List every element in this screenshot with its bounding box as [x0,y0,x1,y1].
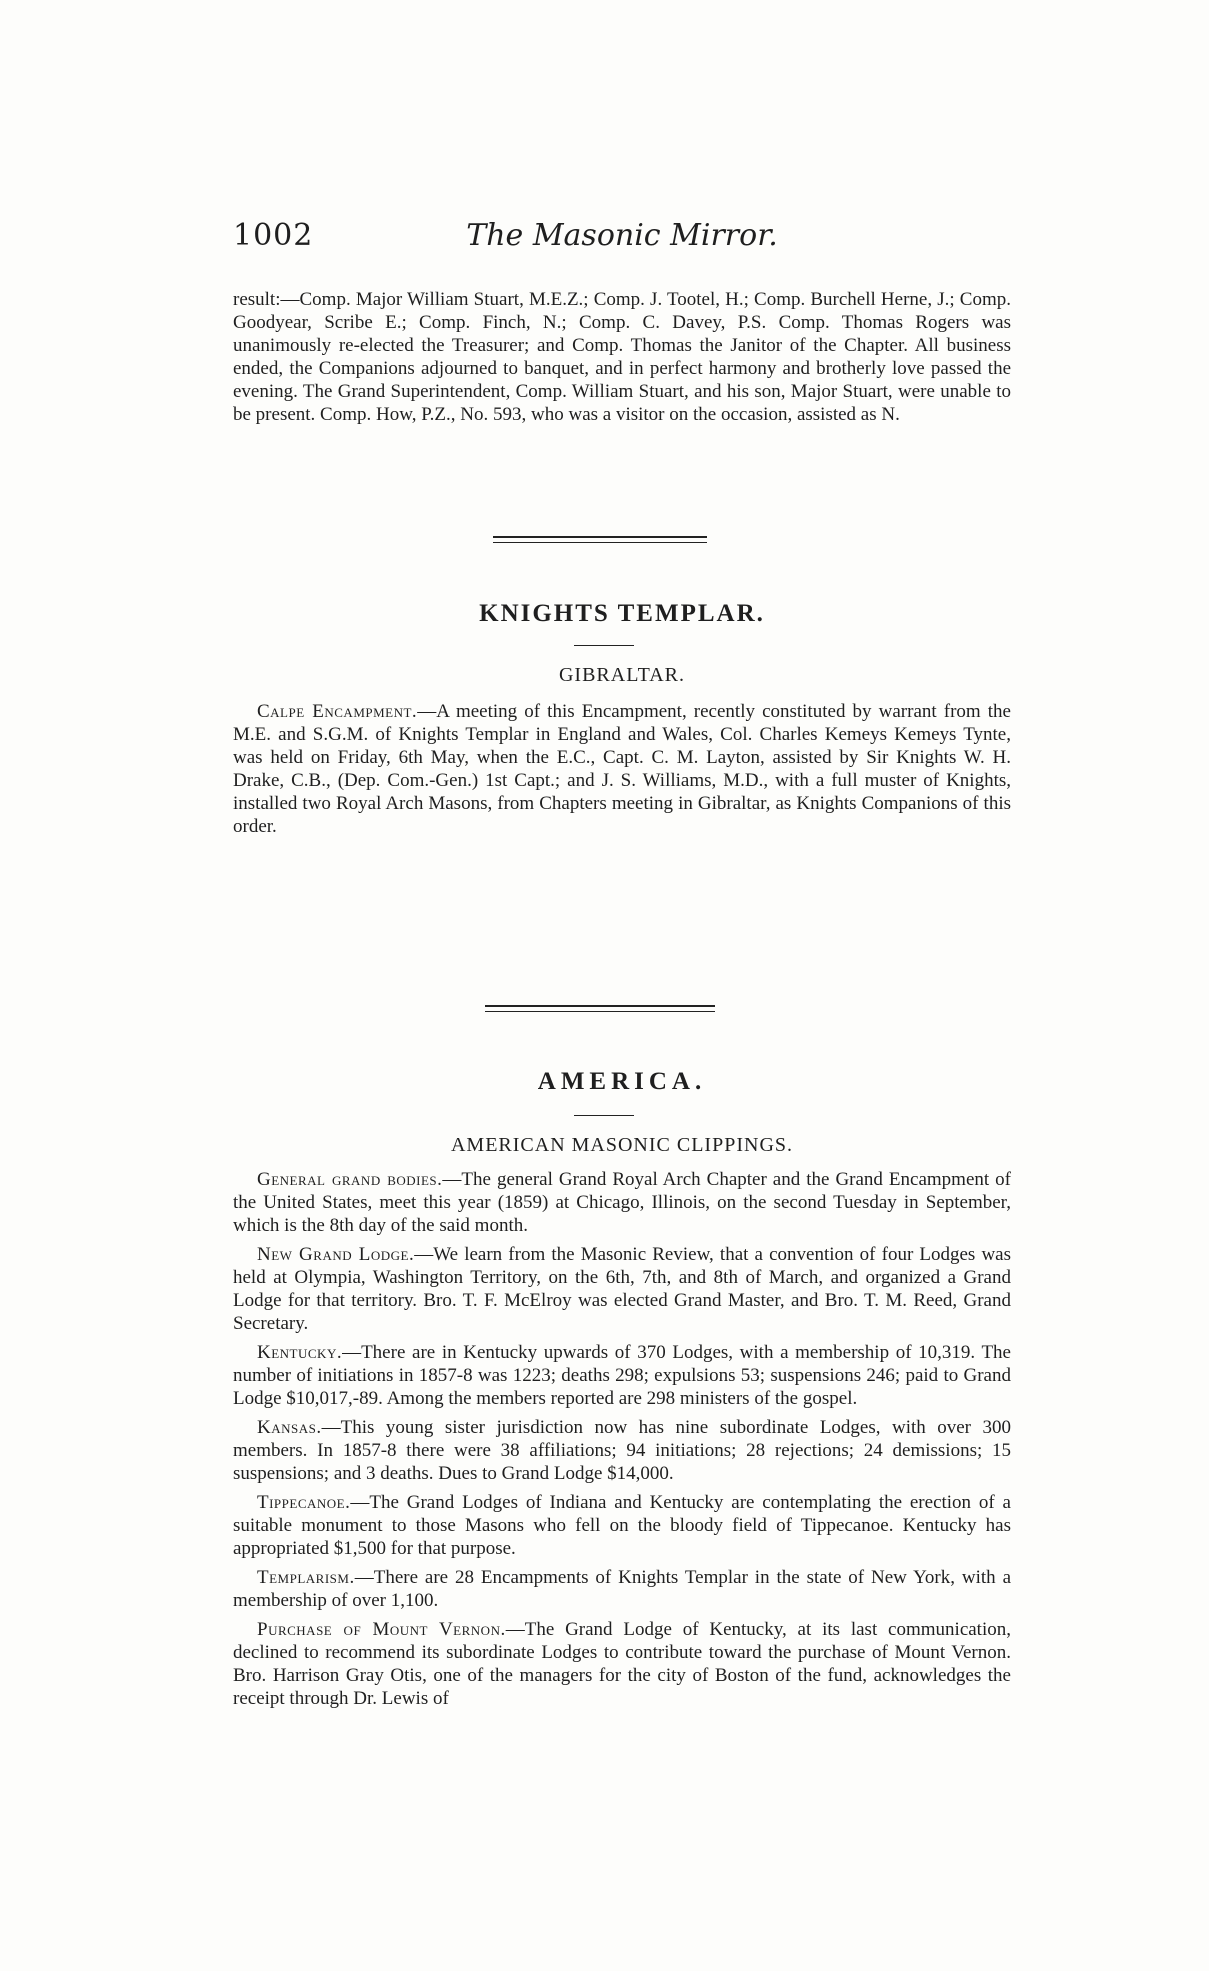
clipping-text: —There are 28 Encampments of Knights Templar in the state of New York, with a membership of over 1,100. [233,1567,1011,1611]
section-subtitle-gibraltar: GIBRALTAR. [558,664,685,686]
clipping-lead: New Grand Lodge. [257,1244,415,1265]
entry-text: —A meeting of this Encampment, recently constituted by warrant from the M.E. and S.G.M. of Knights Templar in England and Wales, Col. Charles Kemeys Kemeys Tynte, was held on Friday, 6th May, when the E.C., Capt. C. M. Layton, assisted by Sir Knights W. H. Drake, C.B., (Dep. Com.-Gen.) 1st Capt.; and J. S. Williams, M.D., with a full muster of Knights, installed two Royal Arch Masons, from Chapters meeting in Gibraltar, as Knights Companions of this order. [233,701,1011,837]
title-underline [574,645,634,646]
section-divider [493,536,707,543]
clipping-lead: Kentucky. [257,1342,343,1363]
clipping-lead: Tippecanoe. [257,1492,351,1513]
section-divider [485,1005,715,1012]
section-title-knights-templar: KNIGHTS TEMPLAR. [479,600,765,627]
page-number: 1002 [233,218,314,253]
clipping-text: —The general Grand Royal Arch Chapter and the Grand Encampment of the United States, meet this year (1859) at Chicago, Illinois, on the second Tuesday in September, which is the 8th day of the said month. [233,1169,1011,1236]
clipping-lead: General grand bodies. [257,1169,443,1190]
clipping-text: —There are in Kentucky upwards of 370 Lodges, with a membership of 10,319. The number of initiations in 1857-8 was 1223; deaths 298; expulsions 53; suspensions 246; paid to Grand Lodge $10,017,-89. Among the members reported are 298 ministers of the gospel. [233,1342,1011,1409]
clipping-paragraph [233,1618,1011,1710]
clipping-text: —This young sister jurisdiction now has nine subordinate Lodges, with over 300 members. In 1857-8 there were 38 affiliations; 94 initiations; 28 rejections; 24 demissions; 15 suspensions; and 3 deaths. Dues to Grand Lodge $14,000. [233,1417,1011,1484]
clipping-text: —The Grand Lodges of Indiana and Kentucky are contemplating the erection of a suitable monument to those Masons who fell on the bloody field of Tippecanoe. Kentucky has appropriated $1,500 for that purpose. [233,1492,1011,1559]
section-title-america: AMERICA. [537,1068,707,1095]
clipping-text: —The Grand Lodge of Kentucky, at its last communication, declined to recommend its subordinate Lodges to contribute toward the purchase of Mount Vernon. Bro. Harrison Gray Otis, one of the managers for the city of Boston of the fund, acknowledges the receipt through Dr. Lewis of [233,1619,1011,1709]
clipping-lead: Templarism. [257,1567,355,1588]
clipping-paragraph [233,1416,1011,1485]
america-body [233,1168,1011,1716]
clipping-lead: Purchase of Mount Vernon. [257,1619,506,1640]
section-subtitle-clippings: AMERICAN MASONIC CLIPPINGS. [450,1134,794,1156]
knights-templar-body [233,700,1011,844]
clipping-text: —We learn from the Masonic Review, that a convention of four Lodges was held at Olympia, Washington Territory, on the 6th, 7th, and 8th of March, and organized a Grand Lodge for that territory. Bro. T. F. McElroy was elected Grand Master, and Bro. T. M. Reed, Grand Secretary. [233,1244,1012,1334]
clipping-lead: Kansas. [257,1417,322,1438]
clipping-paragraph [233,1341,1011,1410]
entry-lead: Calpe Encampment. [257,701,418,722]
clipping-paragraph [233,1168,1011,1237]
intro-section [233,288,1011,432]
page-header [233,218,1011,258]
title-underline [574,1115,634,1116]
running-title: The Masonic Mirror. [466,218,778,253]
clipping-paragraph [233,1491,1011,1560]
clipping-paragraph [233,1243,1011,1335]
clipping-paragraph [233,1566,1011,1612]
calpe-encampment-paragraph [233,700,1011,838]
intro-paragraph: result:—Comp. Major William Stuart, M.E.Z.; Comp. J. Tootel, H.; Comp. Burchell Herne, J.; Comp. Goodyear, Scribe E.; Comp. Finch, N.; Comp. C. Davey, P.S. Comp. Thomas Rogers was unanimously re-elected the Treasurer; and Comp. Thomas the Janitor of the Chapter. All business ended, the Companions adjourned to banquet, and in perfect harmony and brotherly love passed the evening. The Grand Superintendent, Comp. William Stuart, and his son, Major Stuart, were unable to be present. Comp. How, P.Z., No. 593, who was a visitor on the occasion, assisted as N. [233,289,1011,425]
